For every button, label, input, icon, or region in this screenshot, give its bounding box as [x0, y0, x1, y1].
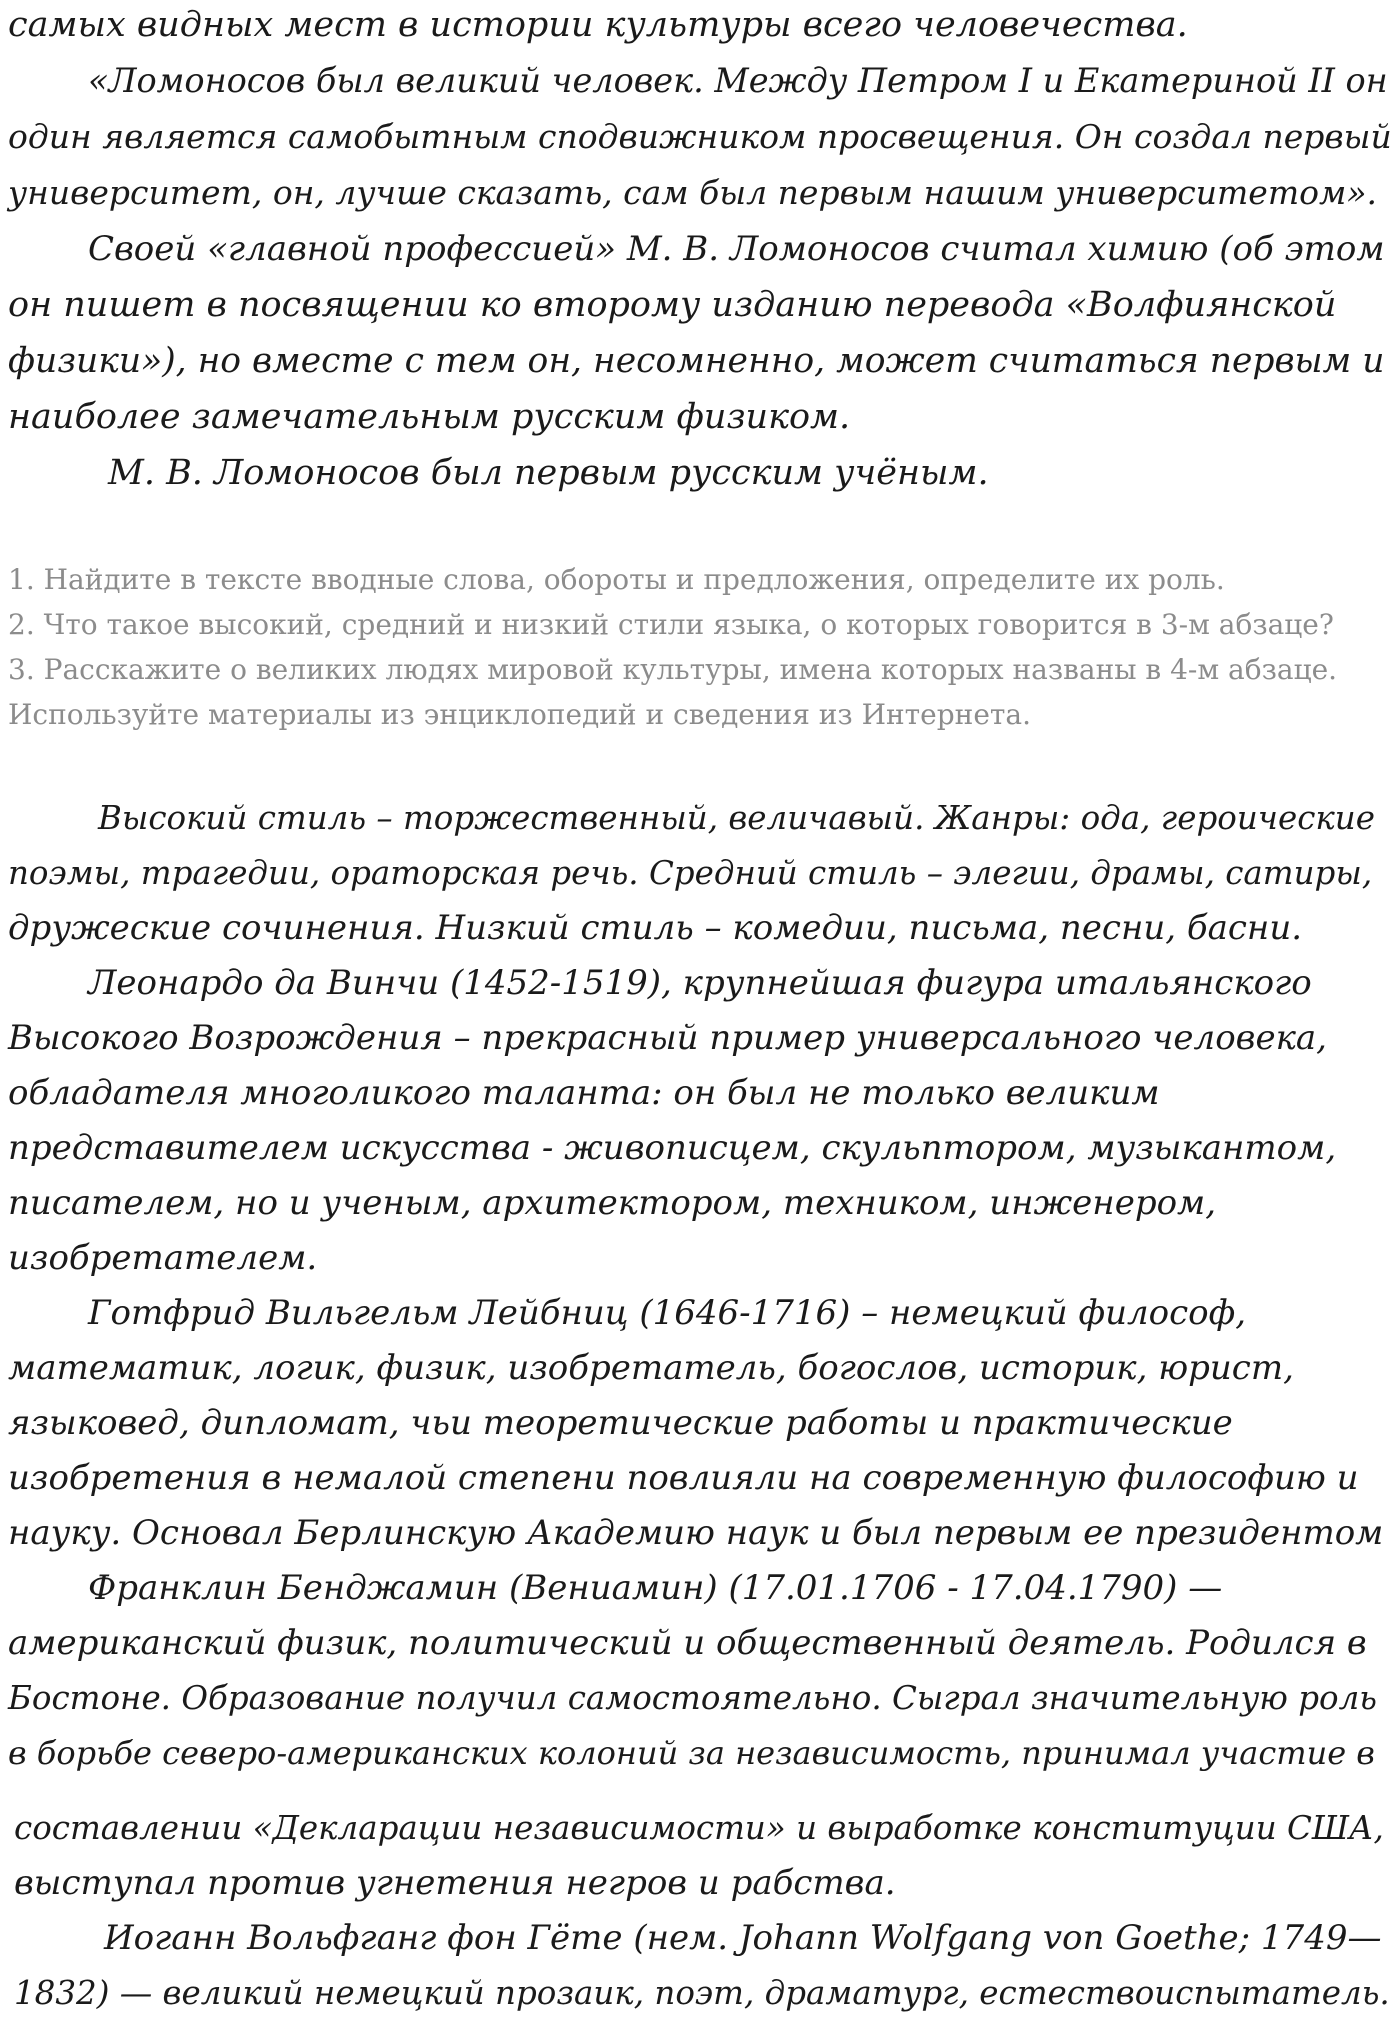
text-line: Высокий стиль – торжественный, величавый. Жанры: ода, героические: [98, 799, 1375, 837]
text-line: Франклин Бенджамин (Вениамин) (17.01.1706 - 17.04.1790) —: [88, 1568, 1223, 1608]
text-line: науку. Основал Берлинскую Академию наук и был первым ее президентом: [8, 1513, 1384, 1553]
text-line: Иоганн Вольфганг фон Гёте (нем. Johann Wolfgang von Goethe; 1749—: [104, 1918, 1382, 1958]
text-line: писателем, но и ученым, архитектором, техником, инженером,: [8, 1183, 1217, 1223]
question-item: Используйте материалы из энциклопедий и сведения из Интернета.: [8, 698, 1031, 731]
text-line: Леонардо да Винчи (1452-1519), крупнейшая фигура итальянского: [88, 963, 1312, 1003]
text-line: дружеские сочинения. Низкий стиль – комедии, письма, песни, басни.: [8, 908, 1303, 948]
text-line: наиболее замечательным русским физиком.: [8, 397, 851, 437]
text-line: выступал против угнетения негров и рабства.: [14, 1863, 896, 1903]
text-line: математик, логик, физик, изобретатель, богослов, историк, юрист,: [8, 1348, 1294, 1388]
text-line: Высокого Возрождения – прекрасный пример универсального человека,: [8, 1018, 1327, 1058]
text-line: М. В. Ломоносов был первым русским учёным.: [108, 453, 989, 493]
text-line: изобретения в немалой степени повлияли на современную философию и: [8, 1458, 1359, 1498]
text-line: он пишет в посвящении ко второму изданию перевода «Волфиянской: [8, 285, 1337, 325]
question-item: 3. Расскажите о великих людях мировой культуры, имена которых названы в 4-м абзаце.: [8, 653, 1338, 686]
text-line: Своей «главной профессией» М. В. Ломоносов считал химию (об этом: [88, 229, 1385, 269]
text-line: поэмы, трагедии, ораторская речь. Средний стиль – элегии, драмы, сатиры,: [8, 854, 1373, 892]
text-line: «Ломоносов был великий человек. Между Петром I и Екатериной II он: [88, 61, 1388, 100]
text-line: физики»), но вместе с тем он, несомненно, может считаться первым и: [8, 341, 1385, 381]
text-line: обладателя многоликого таланта: он был не только великим: [8, 1073, 1160, 1113]
text-line: составлении «Декларации независимости» и выработке конституции США,: [14, 1809, 1384, 1847]
text-line: один является самобытным сподвижником просвещения. Он создал первый: [8, 117, 1392, 156]
text-line: университет, он, лучше сказать, сам был первым нашим университетом».: [8, 173, 1378, 212]
text-line: Бостоне. Образование получил самостоятельно. Сыграл значительную роль: [8, 1679, 1377, 1717]
text-line: самых видных мест в истории культуры всего человечества.: [8, 5, 1188, 45]
text-line: в борьбе северо-американских колоний за независимость, принимал участие в: [8, 1734, 1375, 1772]
question-item: 1. Найдите в тексте вводные слова, обороты и предложения, определите их роль.: [8, 563, 1225, 596]
text-line: изобретателем.: [8, 1238, 318, 1278]
text-line: 1832) — великий немецкий прозаик, поэт, драматург, естествоиспытатель.: [14, 1974, 1390, 2012]
text-line: американский физик, политический и общественный деятель. Родился в: [8, 1623, 1367, 1663]
text-line: Готфрид Вильгельм Лейбниц (1646-1716) – немецкий философ,: [88, 1293, 1247, 1333]
text-line: языковед, дипломат, чьи теоретические работы и практические: [8, 1403, 1233, 1443]
question-item: 2. Что такое высокий, средний и низкий стили языка, о которых говорится в 3-м абзаце?: [8, 608, 1334, 641]
text-line: представителем искусства - живописцем, скульптором, музыкантом,: [8, 1128, 1337, 1168]
